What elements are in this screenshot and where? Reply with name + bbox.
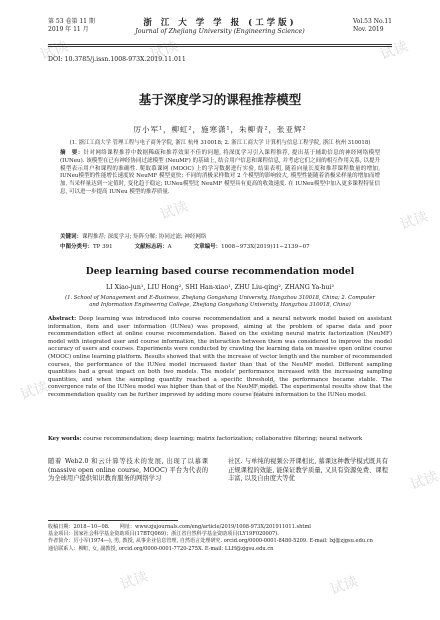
- watermark: 试读: [158, 198, 191, 224]
- abstract-en: [48, 316, 392, 400]
- abstract-en-text: Deep learning was introduced into course recommendation and a neural network model based on assistant information, item and user information (IUNeu) was proposed, aiming at the problem of sparse data and poor recommendation effect at online course recommendation. Based on the existing neural matrix factorization (NeuMF) model with integrated user and course information, the interaction between them was considered to improve the model accuracy of users and courses. Experiments were conducted by crawling the learning data on massive open online course (MOOC) online learning platform. Results showed that with the increase of vector length and the number of recommended courses, the performance of the IUNeu model increased faster than that of the NeuMF model. Different sampling quantities had a great impact on both two models. The models' performance increased with the increasing sampling quantities, and when the sampling quantity reached a specific threshold, the performance became stable. The convergence rate of the IUNeu model was higher than that of the NeuMF model. The experimental results show that the recommendation quality can be further improved by adding more course feature information to the IUNeu model.: [48, 316, 392, 398]
- classification-cn: 中图分类号：TP 391 文献标志码：A 文章编号：1008−973X(2019)11−2139−07: [60, 244, 310, 250]
- footnote-corresponding: 通信联系人：柳虹, 女, 副教授, orcid.org/0000-0001-7720-275X. E-mail: LLH@zjgsu.edu.cn: [48, 545, 274, 552]
- volume-issue-en: Vol.53 No.11 Nov. 2019: [352, 18, 392, 33]
- authors-en: LI Xiao-jun¹, LIU Hong², SHI Han-xiao¹, ZHU Liu-qing², ZHANG Ya-hui²: [105, 284, 335, 291]
- abstract-en-label: Abstract:: [48, 316, 77, 322]
- keywords-en: Key words: course recommendation; deep learning; matrix factorization; collaborative filtering; neural network: [48, 436, 363, 442]
- abstract-cn: [60, 150, 380, 197]
- watermark: 试读: [38, 38, 71, 64]
- authors-cn: 厉小军¹，柳虹²，施寒潇¹，朱柳青²，张亚辉²: [133, 125, 307, 134]
- footnote-rule: [48, 520, 178, 521]
- abstract-cn-label: 摘 要：: [60, 150, 84, 156]
- paper-title-en: Deep learning based course recommendation model: [85, 266, 355, 277]
- header-rule: [48, 46, 392, 47]
- journal-header: [48, 16, 392, 42]
- footnotes: [48, 524, 392, 553]
- keywords-cn-label: 关键词：: [60, 234, 83, 240]
- footnote-received: 收稿日期：2018−10−08. 网址：www.zjujournals.com/eng/article/2019/1008-973X/201911011.shtml: [48, 524, 311, 530]
- affiliation-cn: (1. 浙江工商大学 管理工程与电子商务学院, 浙江 杭州 310018; 2. 浙江工商大学 计算机与信息工程学院, 浙江 杭州 310018): [69, 140, 371, 146]
- paper-title-cn: 基于深度学习的课程推荐模型: [138, 92, 302, 107]
- watermark: 试读: [148, 38, 181, 64]
- volume-issue-cn: 第 53 卷第 11 期 2019 年 11 月: [48, 18, 95, 33]
- watermark: 试读: [118, 568, 151, 594]
- body-text-right-column: 社区. 与单纯的视频公开课相比, 慕课这种教学模式既具有正规课程的效能, 能保证教学质量, 又具有资源免费、课程丰富, 以及自由度大等优: [228, 458, 388, 483]
- journal-title-cn: 浙 江 大 学 学 报 (工学版): [143, 18, 297, 28]
- affiliation-en: (1. School of Management and E-Business, Zhejiang Gongshang University, Hangzhou 310018, China; 2. Computer and Information Engineering College, Zhejiang Gongshang University, Hangzhou 310018, China): [65, 295, 375, 309]
- watermark: 试读: [398, 208, 431, 234]
- watermark: 试读: [328, 573, 361, 599]
- watermark: 试读: [248, 378, 281, 404]
- body-text-left-column: 随着 Web2.0 和云计算等技术的发展, 出现了以慕课 (massive open online course, MOOC) 平台为代表的为全球用户提供知识教育服务的网络学习: [48, 458, 208, 483]
- footnote-funding: 基金项目：国家社会科学基金资助项目(17BTQ069)；浙江省自然科学基金资助项目(LY19F020007).: [48, 531, 279, 538]
- journal-title: [48, 16, 392, 35]
- footnote-author: 作者简介：厉小军(1974—), 男, 教授, 从事企业信息管理, 自然语言处理研究. orcid.org/0000-0001-8480-5209. E-mail: lxj@zjgsu.edu.cn: [48, 538, 373, 545]
- journal-title-en: Journal of Zhejiang University (Engineering Science): [135, 28, 305, 35]
- watermark: 试读: [18, 378, 51, 404]
- keywords-en-label: Key words:: [48, 436, 82, 442]
- watermark: 试读: [408, 468, 440, 494]
- keywords-cn: 关键词：课程推荐; 深度学习; 矩阵分解; 协同过滤; 神经网络: [60, 234, 207, 240]
- watermark: 试读: [378, 38, 411, 64]
- abstract-cn-text: 针对网络课程推荐中数据稀疏和推荐效果不佳的问题, 将深度学习引入课程推荐, 提出基于辅助信息的神经网络模型 (IUNeu). 该模型在已有神经协同过滤模型 (NeuMF) 的基础上, 结合用户信息和课程信息, 并考虑它们之间的相互作用关系, 以提升模型表示用户和课程的准确性. 爬取慕课网 (MOOC) 上的学习数据进行实验, 结果表明, 随着向量长度和推荐课程数量的增加, IUNeu模型的性能增长速度较 NeuMF 模型更快; 不同的消极采样数对 2 个模型的影响较大, 模型性能随着消极采样量的增加而增加, 当采样量达到一定值时, 变化趋于稳定; IUNeu模型比 NeuMF 模型具有更高的收敛速度. 在 IUNeu模型中加入更多课程特征信息, 可以进一步提高 IUNeu 模型的推荐质量.: [60, 150, 380, 195]
- header-rule: [48, 44, 392, 45]
- doi: DOI: 10.3785/j.issn.1008-973X.2019.11.011: [48, 56, 186, 63]
